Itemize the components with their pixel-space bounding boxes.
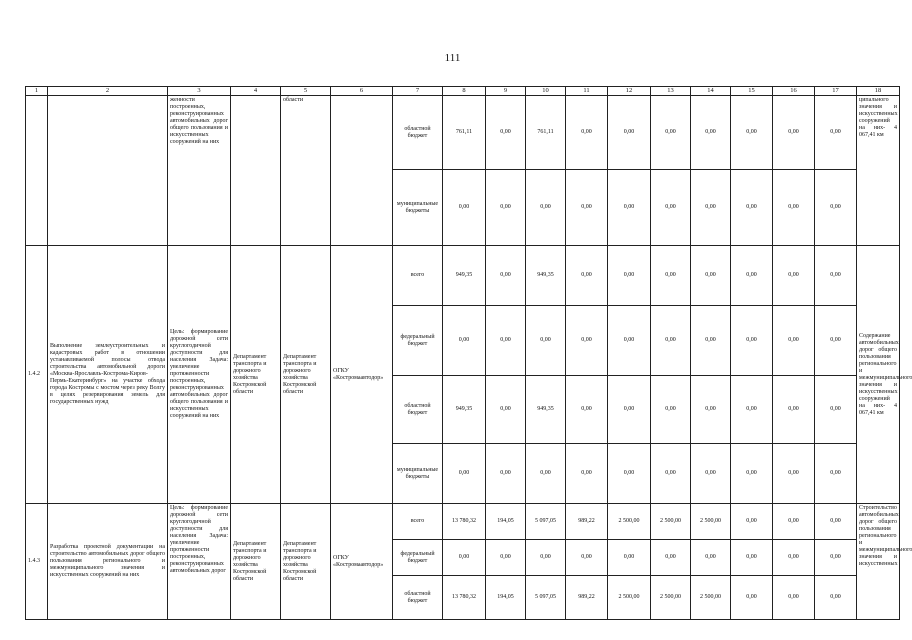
- amount-cell: 0,00: [731, 306, 773, 376]
- amount-cell: 0,00: [486, 540, 526, 576]
- item-number: [26, 96, 48, 246]
- col-header: 5: [281, 87, 331, 96]
- amount-cell: 0,00: [443, 444, 486, 504]
- funding-source: муниципальные бюджеты: [393, 170, 443, 246]
- amount-cell: 761,11: [526, 96, 566, 170]
- amount-cell: 949,35: [443, 376, 486, 444]
- amount-cell: 0,00: [773, 576, 815, 620]
- amount-cell: 0,00: [566, 540, 608, 576]
- col-header: 11: [566, 87, 608, 96]
- col-header: 3: [168, 87, 231, 96]
- amount-cell: 0,00: [815, 504, 857, 540]
- col-header: 9: [486, 87, 526, 96]
- amount-cell: 0,00: [731, 540, 773, 576]
- amount-cell: 0,00: [651, 306, 691, 376]
- result-indicator: ципального значения и искусственных сооружений на них- 4 067,41 км: [857, 96, 900, 246]
- amount-cell: 0,00: [566, 306, 608, 376]
- amount-cell: 0,00: [566, 96, 608, 170]
- amount-cell: 0,00: [691, 444, 731, 504]
- amount-cell: 0,00: [443, 306, 486, 376]
- amount-cell: 0,00: [815, 170, 857, 246]
- amount-cell: 13 780,32: [443, 504, 486, 540]
- responsible-executor: Департамент транспорта и дорожного хозяйства Костромской области: [231, 246, 281, 504]
- amount-cell: 0,00: [566, 376, 608, 444]
- page-number: 111: [444, 52, 461, 64]
- customer: Департамент транспорта и дорожного хозяйства Костромской области: [281, 246, 331, 504]
- amount-cell: 0,00: [815, 246, 857, 306]
- budget-table: [25, 86, 912, 620]
- contractor: ОГКУ «Костромаавтодор»: [331, 246, 393, 504]
- amount-cell: 0,00: [608, 444, 651, 504]
- col-header: 6: [331, 87, 393, 96]
- amount-cell: 194,05: [486, 576, 526, 620]
- contractor: ОГКУ «Костромаавтодор»: [331, 504, 393, 620]
- result-indicator: Строительство автомобильных дорог общего пользования регионального и межмуниципального значения и искусственных: [857, 504, 900, 620]
- amount-cell: 13 780,32: [443, 576, 486, 620]
- col-header: 4: [231, 87, 281, 96]
- funding-source: федеральный бюджет: [393, 306, 443, 376]
- amount-cell: 0,00: [651, 376, 691, 444]
- amount-cell: 0,00: [815, 540, 857, 576]
- amount-cell: 0,00: [486, 306, 526, 376]
- amount-cell: 0,00: [691, 376, 731, 444]
- goal-text: женности построенных, реконструированных автомобильных дорог общего пользования и искусственных сооружений на них: [168, 96, 231, 246]
- funding-source: областной бюджет: [393, 96, 443, 170]
- col-header: 13: [651, 87, 691, 96]
- result-indicator: Содержание автомобильных дорог общего пользования регионального и межмуниципального значения и искусственных сооружений на них- 4 067,41 км: [857, 246, 900, 504]
- amount-cell: 5 097,05: [526, 504, 566, 540]
- amount-cell: 0,00: [773, 540, 815, 576]
- amount-cell: 2 500,00: [691, 576, 731, 620]
- amount-cell: 0,00: [691, 540, 731, 576]
- amount-cell: 0,00: [731, 444, 773, 504]
- amount-cell: 0,00: [486, 376, 526, 444]
- amount-cell: 0,00: [691, 170, 731, 246]
- amount-cell: 0,00: [608, 306, 651, 376]
- goal-text: Цель: формирование дорожной сети круглогодичной доступности для населения Задача: увеличение протяженности построенных, реконструированных автомобильных дорог: [168, 504, 231, 620]
- col-header: 10: [526, 87, 566, 96]
- amount-cell: 0,00: [608, 170, 651, 246]
- amount-cell: 194,05: [486, 504, 526, 540]
- amount-cell: 0,00: [486, 246, 526, 306]
- amount-cell: 0,00: [731, 246, 773, 306]
- customer: области: [281, 96, 331, 246]
- amount-cell: 989,22: [566, 576, 608, 620]
- amount-cell: 0,00: [608, 376, 651, 444]
- amount-cell: 0,00: [486, 170, 526, 246]
- amount-cell: 0,00: [691, 306, 731, 376]
- amount-cell: 0,00: [773, 306, 815, 376]
- amount-cell: 0,00: [691, 246, 731, 306]
- amount-cell: 0,00: [773, 96, 815, 170]
- amount-cell: 0,00: [815, 576, 857, 620]
- item-number: 1.4.3: [26, 504, 48, 620]
- amount-cell: 0,00: [773, 504, 815, 540]
- item-name: Разработка проектной документации на строительство автомобильных дорог общего пользования регионального и межмуниципального значения и искусственных сооружений на них: [48, 504, 168, 620]
- amount-cell: 2 500,00: [608, 576, 651, 620]
- amount-cell: 0,00: [566, 444, 608, 504]
- amount-cell: 0,00: [731, 96, 773, 170]
- funding-source: федеральный бюджет: [393, 540, 443, 576]
- goal-text: Цель: формирование дорожной сети круглогодичной доступности для населения Задача: увеличение протяженности построенных, реконструированных автомобильных дорог общего пользования и искусственных сооружений на них: [168, 246, 231, 504]
- amount-cell: 949,35: [526, 376, 566, 444]
- col-header: 14: [691, 87, 731, 96]
- amount-cell: 2 500,00: [608, 504, 651, 540]
- amount-cell: 0,00: [651, 540, 691, 576]
- amount-cell: 5 097,05: [526, 576, 566, 620]
- col-header: 17: [815, 87, 857, 96]
- table-row: [26, 504, 900, 540]
- amount-cell: 2 500,00: [651, 576, 691, 620]
- amount-cell: 0,00: [526, 170, 566, 246]
- amount-cell: 0,00: [486, 96, 526, 170]
- amount-cell: 0,00: [486, 444, 526, 504]
- item-name: [48, 96, 168, 246]
- amount-cell: 0,00: [815, 376, 857, 444]
- amount-cell: 0,00: [731, 576, 773, 620]
- item-name: Выполнение землеустроительных и кадастровых работ в отношении устанавливаемой полосы отвода строительства автомобильной дороги «Москва-Ярославль-Кострома-Киров-Пермь-Екатеринбург» на участке обхода города Костромы с мостом через реку Волгу в целях резервирования земель для государственных нужд: [48, 246, 168, 504]
- amount-cell: 0,00: [815, 306, 857, 376]
- item-1-4-2: [26, 246, 912, 504]
- responsible-executor: Департамент транспорта и дорожного хозяйства Костромской области: [231, 504, 281, 620]
- table-row: [26, 96, 900, 170]
- amount-cell: 2 500,00: [651, 504, 691, 540]
- customer: Департамент транспорта и дорожного хозяйства Костромской области: [281, 504, 331, 620]
- amount-cell: 0,00: [815, 444, 857, 504]
- amount-cell: 0,00: [651, 444, 691, 504]
- funding-source: всего: [393, 504, 443, 540]
- amount-cell: 0,00: [651, 170, 691, 246]
- amount-cell: 0,00: [773, 376, 815, 444]
- amount-cell: 0,00: [731, 504, 773, 540]
- amount-cell: 949,35: [526, 246, 566, 306]
- amount-cell: 0,00: [608, 246, 651, 306]
- amount-cell: 0,00: [443, 170, 486, 246]
- col-header: 8: [443, 87, 486, 96]
- header-row: [26, 87, 900, 96]
- amount-cell: 0,00: [526, 540, 566, 576]
- amount-cell: 0,00: [773, 246, 815, 306]
- amount-cell: 0,00: [608, 540, 651, 576]
- col-header: 16: [773, 87, 815, 96]
- responsible-executor: [231, 96, 281, 246]
- amount-cell: 0,00: [566, 246, 608, 306]
- col-header: 15: [731, 87, 773, 96]
- funding-source: всего: [393, 246, 443, 306]
- amount-cell: 2 500,00: [691, 504, 731, 540]
- amount-cell: 0,00: [526, 444, 566, 504]
- col-header: 2: [48, 87, 168, 96]
- funding-source: муниципальные бюджеты: [393, 444, 443, 504]
- continuation-block: [26, 96, 900, 246]
- contractor: [331, 96, 393, 246]
- amount-cell: 761,11: [443, 96, 486, 170]
- col-header: 7: [393, 87, 443, 96]
- amount-cell: 0,00: [815, 96, 857, 170]
- col-header: 1: [26, 87, 48, 96]
- funding-source: областной бюджет: [393, 576, 443, 620]
- amount-cell: 0,00: [526, 306, 566, 376]
- amount-cell: 0,00: [651, 246, 691, 306]
- amount-cell: 949,35: [443, 246, 486, 306]
- amount-cell: 0,00: [731, 170, 773, 246]
- table-row: [26, 246, 900, 306]
- amount-cell: 0,00: [566, 170, 608, 246]
- item-1-4-3: [26, 504, 912, 620]
- amount-cell: 0,00: [443, 540, 486, 576]
- col-header: 12: [608, 87, 651, 96]
- item-number: 1.4.2: [26, 246, 48, 504]
- amount-cell: 0,00: [773, 444, 815, 504]
- amount-cell: 0,00: [691, 96, 731, 170]
- col-header: 18: [857, 87, 900, 96]
- amount-cell: 0,00: [773, 170, 815, 246]
- amount-cell: 0,00: [731, 376, 773, 444]
- amount-cell: 989,22: [566, 504, 608, 540]
- amount-cell: 0,00: [608, 96, 651, 170]
- funding-source: областной бюджет: [393, 376, 443, 444]
- amount-cell: 0,00: [651, 96, 691, 170]
